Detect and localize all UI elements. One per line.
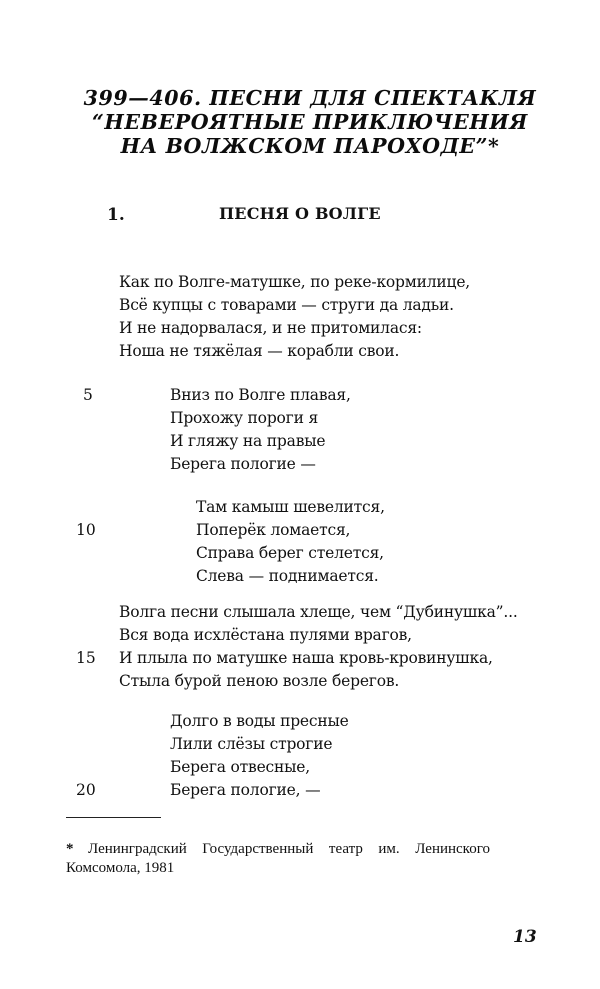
verse-line: Вниз по Волге плавая, xyxy=(170,386,351,404)
verse-line: Стыла бурой пеною возле берегов. xyxy=(119,672,400,690)
song-number: 1. xyxy=(107,205,125,225)
footnote-marker: * xyxy=(66,841,74,857)
footnote-text: Ленинградский Государственный театр им. Ленинского Комсомола, 1981 xyxy=(66,841,490,876)
verse-line: И гляжу на правые xyxy=(170,432,326,450)
verse-line: Справа берег стелется, xyxy=(196,544,384,562)
footnote-divider xyxy=(66,817,161,818)
title-line-3: НА ВОЛЖСКОМ ПАРОХОДЕ”* xyxy=(120,134,500,158)
line-number: 10 xyxy=(76,521,96,539)
title-line-1: 399—406. ПЕСНИ ДЛЯ СПЕКТАКЛЯ xyxy=(83,86,537,110)
verse-line: Берега пологие — xyxy=(170,455,316,473)
verse-line: Долго в воды пресные xyxy=(170,712,349,730)
verse-line: И плыла по матушке наша кровь-кровинушка, xyxy=(119,649,493,667)
verse-line: Всё купцы с товарами — струги да ладьи. xyxy=(119,296,454,314)
verse-line: Поперёк ломается, xyxy=(196,521,351,539)
verse-line: Волга песни слышала хлеще, чем “Дубинушка”... xyxy=(119,603,518,621)
verse-line: Берега пологие, — xyxy=(170,781,321,799)
verse-line: Ноша не тяжёлая — корабли свои. xyxy=(119,342,400,360)
title-line-2: “НЕВЕРОЯТНЫЕ ПРИКЛЮЧЕНИЯ xyxy=(92,110,528,134)
line-number: 20 xyxy=(76,781,96,799)
verse-line: Как по Волге-матушке, по реке-кормилице, xyxy=(119,273,471,291)
section-title xyxy=(60,86,560,158)
verse-line: Лили слёзы строгие xyxy=(170,735,333,753)
verse-line: Прохожу пороги я xyxy=(170,409,319,427)
line-number: 15 xyxy=(76,649,96,667)
line-number: 5 xyxy=(83,386,93,404)
verse-line: И не надорвалася, и не притомилася: xyxy=(119,319,422,337)
verse-line: Там камыш шевелится, xyxy=(196,498,385,516)
verse-line: Вся вода исхлёстана пулями врагов, xyxy=(119,626,412,644)
song-title: ПЕСНЯ О ВОЛГЕ xyxy=(219,204,381,223)
verse-line: Слева — поднимается. xyxy=(196,567,379,585)
verse-line: Берега отвесные, xyxy=(170,758,311,776)
page-number: 13 xyxy=(513,927,537,947)
footnote xyxy=(66,840,490,878)
